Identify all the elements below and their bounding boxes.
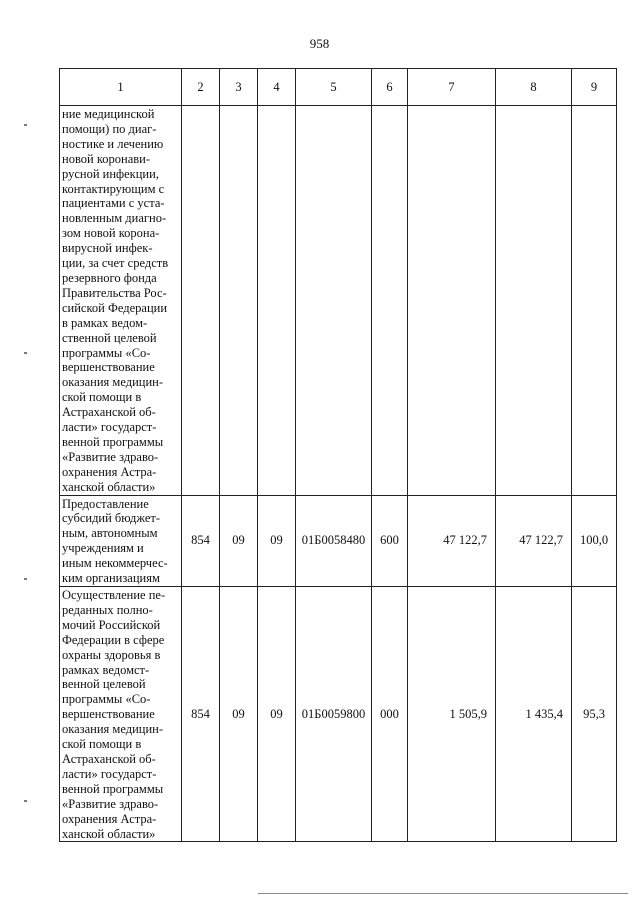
description-line: охранения Астра-: [62, 464, 157, 479]
cell-percent: [572, 106, 617, 496]
cell-section: [220, 106, 258, 496]
cell-target-article: 01Б0059800: [296, 587, 372, 842]
cell-executed: 47 122,7: [496, 495, 572, 586]
description-line: охраны здоровья в: [62, 647, 161, 662]
table-header-row: [60, 69, 617, 106]
description-line: новой коронави-: [62, 151, 151, 166]
description-line: в рамках ведом-: [62, 315, 148, 330]
scan-speck: [24, 124, 27, 126]
description-line: ханской области»: [62, 479, 156, 494]
description-line: оказания медицин-: [62, 375, 163, 390]
cell-section: 09: [220, 495, 258, 586]
description-line: ской помощи в: [62, 390, 142, 405]
column-header: 5: [296, 69, 372, 106]
cell-target-article: [296, 106, 372, 496]
description-line: Правительства Рос-: [62, 285, 167, 300]
column-header: 6: [372, 69, 408, 106]
description-line: программы «Со-: [62, 345, 151, 360]
description-line: зом новой корона-: [62, 226, 160, 241]
column-header: 8: [496, 69, 572, 106]
row-description: [60, 106, 182, 496]
scan-speck: [24, 578, 27, 580]
description-line: венной программы: [62, 781, 164, 796]
description-line: оказания медицин-: [62, 722, 163, 737]
table-row: [60, 106, 617, 496]
cell-percent: 95,3: [572, 587, 617, 842]
column-header: 4: [258, 69, 296, 106]
description-line: ким организациям: [62, 571, 160, 586]
description-line: субсидий бюджет-: [62, 511, 160, 526]
description-line: ласти» государст-: [62, 420, 157, 435]
description-line: охранения Астра-: [62, 811, 157, 826]
column-header: 2: [182, 69, 220, 106]
row-description: [60, 587, 182, 842]
cell-subsection: 09: [258, 495, 296, 586]
description-line: ностике и лечению: [62, 136, 164, 151]
cell-planned: [408, 106, 496, 496]
description-line: мочий Российской: [62, 617, 161, 632]
column-header: 3: [220, 69, 258, 106]
description-line: пациентами с уста-: [62, 196, 165, 211]
description-line: вершенствование: [62, 707, 155, 722]
scan-speck: [24, 800, 27, 802]
cell-subsection: 09: [258, 587, 296, 842]
cell-planned: 1 505,9: [408, 587, 496, 842]
description-line: Астраханской об-: [62, 405, 156, 420]
description-line: венной программы: [62, 434, 164, 449]
description-line: Федерации в сфере: [62, 632, 165, 647]
description-line: ханской области»: [62, 826, 156, 841]
budget-table: [59, 68, 617, 842]
cell-planned: 47 122,7: [408, 495, 496, 586]
table-row: [60, 587, 617, 842]
row-description: [60, 495, 182, 586]
description-line: контактирующим с: [62, 181, 165, 196]
column-header: 9: [572, 69, 617, 106]
description-line: ской помощи в: [62, 737, 142, 752]
cell-target-article: 01Б0058480: [296, 495, 372, 586]
description-line: венной целевой: [62, 677, 146, 692]
cell-expense-type: [372, 106, 408, 496]
description-line: «Развитие здраво-: [62, 796, 159, 811]
description-line: иным некоммерчес-: [62, 556, 168, 571]
description-line: новленным диагно-: [62, 211, 167, 226]
description-line: помощи) по диаг-: [62, 121, 157, 136]
cell-expense-type: 000: [372, 587, 408, 842]
cell-subsection: [258, 106, 296, 496]
description-line: вирусной инфек-: [62, 241, 153, 256]
cell-admin-code: [182, 106, 220, 496]
description-line: русной инфекции,: [62, 166, 159, 181]
description-line: «Развитие здраво-: [62, 449, 159, 464]
cell-executed: 1 435,4: [496, 587, 572, 842]
scan-speck: [24, 352, 27, 354]
column-header: 1: [60, 69, 182, 106]
description-line: ции, за счет средств: [62, 256, 169, 271]
description-line: Осуществление пе-: [62, 588, 166, 602]
description-line: ласти» государст-: [62, 766, 157, 781]
description-line: резервного фонда: [62, 270, 157, 285]
cell-executed: [496, 106, 572, 496]
table-row: [60, 495, 617, 586]
cell-admin-code: 854: [182, 495, 220, 586]
cell-admin-code: 854: [182, 587, 220, 842]
description-line: программы «Со-: [62, 692, 151, 707]
description-line: Предоставление: [62, 496, 149, 511]
page-number: 958: [309, 36, 330, 51]
description-line: рамках ведомст-: [62, 662, 150, 677]
description-line: ным, автономным: [62, 526, 158, 541]
column-header: 7: [408, 69, 496, 106]
description-line: вершенствование: [62, 360, 155, 375]
description-line: реданных полно-: [62, 602, 153, 617]
cell-section: 09: [220, 587, 258, 842]
description-line: ственной целевой: [62, 330, 157, 345]
description-line: Астраханской об-: [62, 751, 156, 766]
description-line: сийской Федерации: [62, 300, 168, 315]
cell-percent: 100,0: [572, 495, 617, 586]
cell-expense-type: 600: [372, 495, 408, 586]
bottom-scan-rule: [258, 893, 628, 894]
description-line: учреждениям и: [62, 541, 144, 556]
description-line: ние медицинской: [62, 107, 155, 121]
